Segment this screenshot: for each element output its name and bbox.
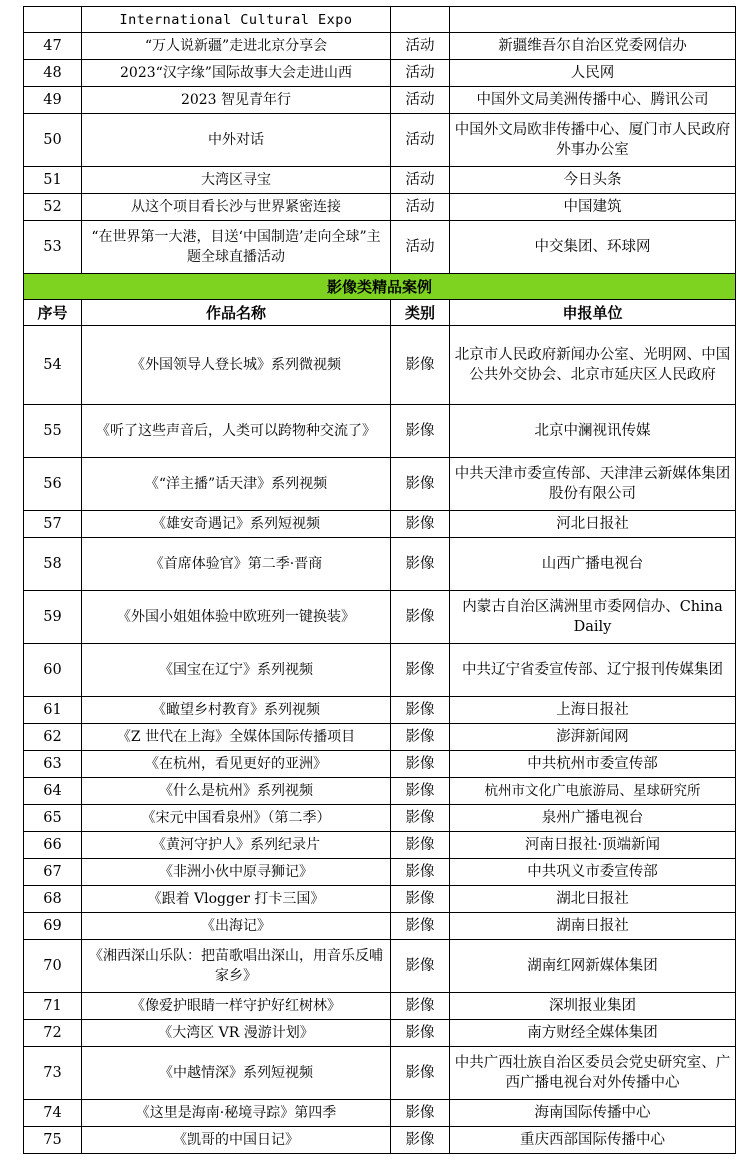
cell-unit: 杭州市文化广电旅游局、星球研究所: [450, 778, 736, 805]
cell-unit: 河北日报社: [450, 511, 736, 538]
table-row: [24, 751, 736, 778]
table-row: [24, 886, 736, 913]
cell-type: 影像: [391, 993, 450, 1020]
cell-no: 69: [24, 913, 82, 940]
cell-no: 57: [24, 511, 82, 538]
table-row: [24, 940, 736, 993]
table-row: [24, 1100, 736, 1127]
cell-unit: 中国建筑: [450, 194, 736, 221]
cell-name: 《瞰望乡村教育》系列视频: [82, 697, 391, 724]
cell-name: 《出海记》: [82, 913, 391, 940]
section-title-row: [24, 274, 736, 300]
cases-table: [23, 6, 736, 1154]
cell-type: 活动: [391, 33, 450, 60]
cell-type: 影像: [391, 405, 450, 458]
cell-no: 73: [24, 1047, 82, 1100]
cell-unit: 新疆维吾尔自治区党委网信办: [450, 33, 736, 60]
table-row: [24, 993, 736, 1020]
cell-unit: 深圳报业集团: [450, 993, 736, 1020]
cell-unit: [450, 7, 736, 33]
cell-name: 《在杭州，看见更好的亚洲》: [82, 751, 391, 778]
cell-name: 《湘西深山乐队：把苗歌唱出深山，用音乐反哺家乡》: [82, 940, 391, 993]
cell-unit: 海南国际传播中心: [450, 1100, 736, 1127]
table-row: [24, 405, 736, 458]
cell-type: 影像: [391, 805, 450, 832]
cell-name: 《雄安奇遇记》系列短视频: [82, 511, 391, 538]
cell-no: 55: [24, 405, 82, 458]
cell-name: 《凯哥的中国日记》: [82, 1127, 391, 1154]
cell-no: 54: [24, 326, 82, 405]
cell-name: 《Z 世代在上海》全媒体国际传播项目: [82, 724, 391, 751]
cell-unit: 泉州广播电视台: [450, 805, 736, 832]
cell-no: 52: [24, 194, 82, 221]
table-row: [24, 724, 736, 751]
table-row: [24, 913, 736, 940]
cell-name: 从这个项目看长沙与世界紧密连接: [82, 194, 391, 221]
cell-no: 61: [24, 697, 82, 724]
table-row: [24, 458, 736, 511]
cell-unit: 北京市人民政府新闻办公室、光明网、中国公共外交协会、北京市延庆区人民政府: [450, 326, 736, 405]
cell-name: 2023“汉字缘”国际故事大会走进山西: [82, 60, 391, 87]
cell-no: 70: [24, 940, 82, 993]
cell-type: 活动: [391, 114, 450, 167]
cell-no: 68: [24, 886, 82, 913]
cell-name: 大湾区寻宝: [82, 167, 391, 194]
table-row: [24, 114, 736, 167]
cell-name: 《外国小姐姐体验中欧班列一键换装》: [82, 591, 391, 644]
table-row: [24, 60, 736, 87]
cell-type: 活动: [391, 194, 450, 221]
cell-name: 《非洲小伙中原寻狮记》: [82, 859, 391, 886]
section-title: 影像类精品案例: [24, 274, 736, 300]
cell-type: 影像: [391, 644, 450, 697]
table-row: [24, 832, 736, 859]
cell-unit: 中国外文局美洲传播中心、腾讯公司: [450, 87, 736, 114]
cell-unit: 湖南日报社: [450, 913, 736, 940]
cell-type: 影像: [391, 913, 450, 940]
cell-no: 56: [24, 458, 82, 511]
cell-name: 《宋元中国看泉州》（第二季）: [82, 805, 391, 832]
table-row: [24, 221, 736, 274]
cell-type: [391, 7, 450, 33]
cell-type: 影像: [391, 697, 450, 724]
cell-type: 影像: [391, 1047, 450, 1100]
cell-type: 影像: [391, 1127, 450, 1154]
cell-type: 活动: [391, 167, 450, 194]
cell-no: 48: [24, 60, 82, 87]
cell-name: 《外国领导人登长城》系列微视频: [82, 326, 391, 405]
cell-type: 影像: [391, 859, 450, 886]
cell-unit: 湖北日报社: [450, 886, 736, 913]
cell-name: 中外对话: [82, 114, 391, 167]
cell-unit: 中国外文局欧非传播中心、厦门市人民政府外事办公室: [450, 114, 736, 167]
cell-no: 60: [24, 644, 82, 697]
table-row: [24, 1047, 736, 1100]
cell-name: 《首席体验官》第二季·晋商: [82, 538, 391, 591]
cell-unit: 中共广西壮族自治区委员会党史研究室、广西广播电视台对外传播中心: [450, 1047, 736, 1100]
table-row: [24, 1127, 736, 1154]
cell-type: 影像: [391, 940, 450, 993]
header-unit: 申报单位: [450, 300, 736, 326]
table-row: [24, 805, 736, 832]
cell-name: 《“洋主播”话天津》系列视频: [82, 458, 391, 511]
cell-type: 影像: [391, 591, 450, 644]
cell-unit: 人民网: [450, 60, 736, 87]
cell-name: 《跟着 Vlogger 打卡三国》: [82, 886, 391, 913]
header-row: [24, 300, 736, 326]
cell-type: 影像: [391, 538, 450, 591]
cell-unit: 今日头条: [450, 167, 736, 194]
cell-no: 53: [24, 221, 82, 274]
cell-no: 47: [24, 33, 82, 60]
table-row: [24, 194, 736, 221]
cell-unit: 澎湃新闻网: [450, 724, 736, 751]
cell-type: 活动: [391, 87, 450, 114]
cell-no: 64: [24, 778, 82, 805]
cell-no: 49: [24, 87, 82, 114]
header-type: 类别: [391, 300, 450, 326]
header-no: 序号: [24, 300, 82, 326]
cell-name: 《中越情深》系列短视频: [82, 1047, 391, 1100]
cell-no: 59: [24, 591, 82, 644]
table-row: [24, 33, 736, 60]
cell-type: 影像: [391, 511, 450, 538]
cell-no: 66: [24, 832, 82, 859]
cell-no: 67: [24, 859, 82, 886]
cell-unit: 中共辽宁省委宣传部、辽宁报刊传媒集团: [450, 644, 736, 697]
cell-type: 活动: [391, 221, 450, 274]
table-row: [24, 511, 736, 538]
cell-type: 活动: [391, 60, 450, 87]
cell-no: 50: [24, 114, 82, 167]
cell-no: 72: [24, 1020, 82, 1047]
cell-name: 《像爱护眼睛一样守护好红树林》: [82, 993, 391, 1020]
cell-unit: 内蒙古自治区满洲里市委网信办、China Daily: [450, 591, 736, 644]
cell-type: 影像: [391, 724, 450, 751]
cell-type: 影像: [391, 1020, 450, 1047]
cell-no: 71: [24, 993, 82, 1020]
table-row: [24, 1020, 736, 1047]
cell-name: 《听了这些声音后，人类可以跨物种交流了》: [82, 405, 391, 458]
table-row: [24, 326, 736, 405]
table-row: [24, 778, 736, 805]
continued-row: [24, 7, 736, 33]
cell-no: 74: [24, 1100, 82, 1127]
cell-name: “万人说新疆”走进北京分享会: [82, 33, 391, 60]
cell-no: 63: [24, 751, 82, 778]
cell-name: 《黄河守护人》系列纪录片: [82, 832, 391, 859]
cell-type: 影像: [391, 1100, 450, 1127]
cell-name: International Cultural Expo: [82, 7, 391, 33]
cell-unit: 南方财经全媒体集团: [450, 1020, 736, 1047]
cell-type: 影像: [391, 778, 450, 805]
cell-no: [24, 7, 82, 33]
cell-unit: 上海日报社: [450, 697, 736, 724]
cell-type: 影像: [391, 832, 450, 859]
cell-no: 65: [24, 805, 82, 832]
table-row: [24, 167, 736, 194]
cell-name: 《这里是海南·秘境寻踪》第四季: [82, 1100, 391, 1127]
cell-name: 《国宝在辽宁》系列视频: [82, 644, 391, 697]
cell-name: “在世界第一大港，目送‘中国制造’走向全球”主题全球直播活动: [82, 221, 391, 274]
cell-type: 影像: [391, 326, 450, 405]
cell-name: 《什么是杭州》系列视频: [82, 778, 391, 805]
table-row: [24, 87, 736, 114]
table-row: [24, 538, 736, 591]
cell-unit: 中共天津市委宣传部、天津津云新媒体集团股份有限公司: [450, 458, 736, 511]
cell-type: 影像: [391, 458, 450, 511]
cell-unit: 中共杭州市委宣传部: [450, 751, 736, 778]
cell-no: 51: [24, 167, 82, 194]
table-row: [24, 591, 736, 644]
cell-type: 影像: [391, 751, 450, 778]
table-row: [24, 644, 736, 697]
cell-unit: 重庆西部国际传播中心: [450, 1127, 736, 1154]
cell-unit: 湖南红网新媒体集团: [450, 940, 736, 993]
cell-unit: 中交集团、环球网: [450, 221, 736, 274]
cell-type: 影像: [391, 886, 450, 913]
cell-unit: 河南日报社·顶端新闻: [450, 832, 736, 859]
header-name: 作品名称: [82, 300, 391, 326]
cell-name: 2023 智见青年行: [82, 87, 391, 114]
table-row: [24, 859, 736, 886]
cell-no: 58: [24, 538, 82, 591]
cell-no: 75: [24, 1127, 82, 1154]
cell-unit: 山西广播电视台: [450, 538, 736, 591]
table-row: [24, 697, 736, 724]
cell-unit: 中共巩义市委宣传部: [450, 859, 736, 886]
cell-name: 《大湾区 VR 漫游计划》: [82, 1020, 391, 1047]
cell-unit: 北京中澜视讯传媒: [450, 405, 736, 458]
cell-no: 62: [24, 724, 82, 751]
